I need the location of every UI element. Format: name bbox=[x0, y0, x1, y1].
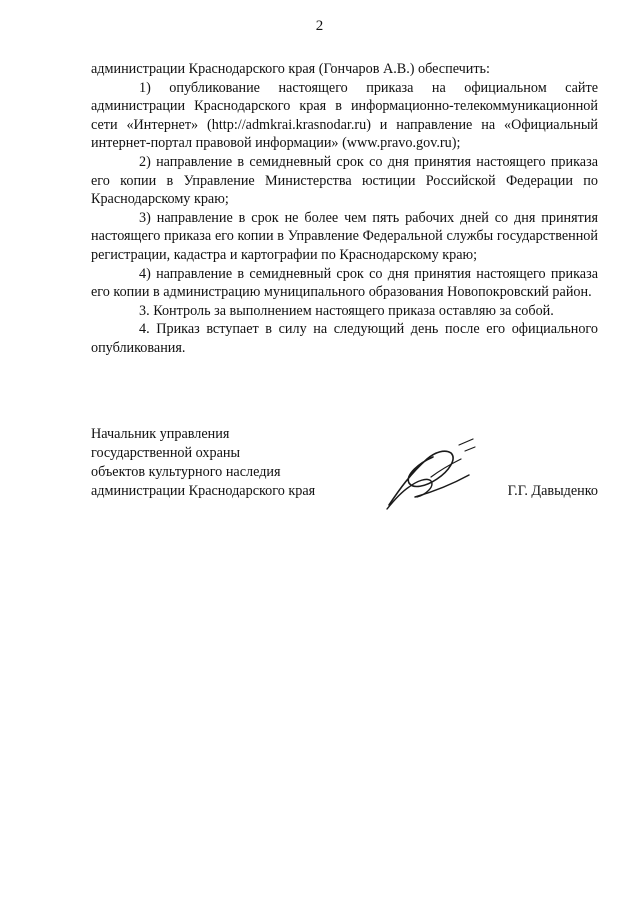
signatory-title-line: Начальник управления bbox=[91, 426, 230, 442]
paragraph-item-2: 2) направление в семидневный срок со дня принятия настоящего приказа его копии в Управление Министерства юстиции Российской Федерации по Краснодарскому краю; bbox=[91, 153, 598, 208]
paragraph-item-1: 1) опубликование настоящего приказа на официальном сайте администрации Краснодарского края в информационно-телекоммуникационной сети «Интернет» (http://admkrai.krasnodar.ru) и направление на «Официальный интернет-портал правовой информации» (www.pravo.gov.ru); bbox=[91, 79, 598, 152]
paragraph-intro: администрации Краснодарского края (Гончаров А.В.) обеспечить: bbox=[91, 61, 490, 77]
page-number: 2 bbox=[315, 18, 324, 34]
signature-block bbox=[91, 425, 598, 515]
signatory-name: Г.Г. Давыденко bbox=[507, 483, 598, 499]
paragraph-item-4: 4) направление в семидневный срок со дня принятия настоящего приказа его копии в администрацию муниципального образования Новопокровский район. bbox=[91, 265, 598, 301]
document-body bbox=[91, 60, 598, 358]
signatory-title-line: объектов культурного наследия bbox=[91, 464, 281, 480]
paragraph-item-3: 3) направление в срок не более чем пять рабочих дней со дня принятия настоящего приказа его копии в Управление Федеральной службы государственной регистрации, кадастра и картографии по Краснодарскому краю; bbox=[91, 209, 598, 263]
paragraph-clause-4: 4. Приказ вступает в силу на следующий день после его официального опубликования. bbox=[91, 321, 598, 356]
handwritten-signature bbox=[369, 435, 479, 515]
paragraph-clause-3: 3. Контроль за выполнением настоящего приказа оставляю за собой. bbox=[139, 302, 554, 319]
signatory-title-line: администрации Краснодарского края bbox=[91, 483, 316, 499]
signatory-title-line: государственной охраны bbox=[91, 445, 241, 461]
signatory-title bbox=[91, 425, 315, 501]
